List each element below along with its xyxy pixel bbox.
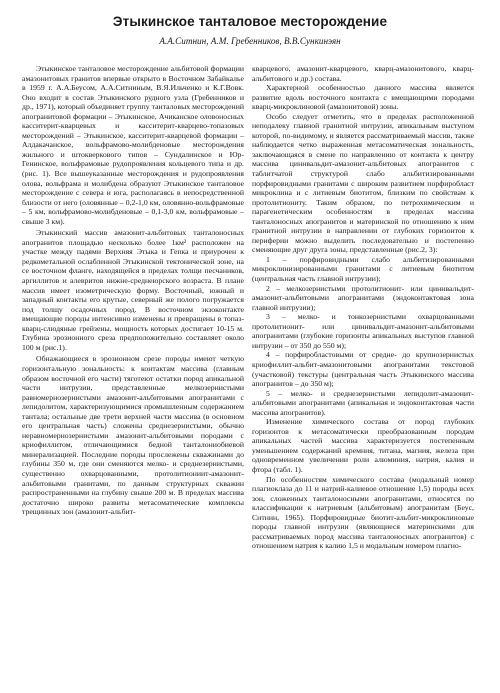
paragraph: Этыкинский массив амазонит-альбитовых танталоносных апогранитов площадью несколько более 1км² расположен на участке между падями Верхняя Этыка и Гепка и приурочен к редкометальной ослабленной Этыкинской тектонической зоне, на се восточном фланге, находящейся в пределах толщи песчаников, аргиллитов и алевритов нижне-среднеюрского возраста. В плане массив имеет изометрическую форму. Восточный, южный и западный контакты его крутые, северный же пологo погружается под толщу осадочных пород. В восточном экзоконтакте вмещающие породы интенсивно изменены и превращены в топаз-кварц-слюдяные грейзены, мощность которых достигает 10-15 м. Глубина эрозионного среза предположительно составляет около 100 м (рис.1). (22, 228, 244, 352)
paragraph: Обнажающиеся в эрозионном срезе породы имеют четкую горизонтальную зональность: к контактам массива (главным образом восточной его части) тяготеют остатки пород апикальной части интрузии, представленные мелкозернистыми равномернозернистыми амазонит-альбитовыми апогранитами с лепидолитом, характеризующимися промышленным содержанием тантала; остальные две трети верхней части массива (в основном его центральная часть) сложены среднезернистыми, обычно неравномернозернистыми амазонит-альбитовыми породами с криофиллитом, отличающимися бедной танталониобиевой минерализацией. Последние породы прослежены скважинами до глубины 350 м, где они сменяются мелко- и среднезернистыми, существенно охварцованными, протолитиониит-амазонит-альбитовыми гранитами, по данным структурных скважин распространенными на глубину свыше 200 м. В пределах массива достаточно широко развиты метасоматические комплексы трещинных зон (амазонит-альбит- (22, 354, 244, 517)
paragraph: Особо следует отметить, что в пределах расположенной неподалеку главной гранитной интрузии, апикальным выступом которой, по-видимому, и является рассматриваемый массив, также наблюдается четко выраженная метасоматическая зональность, заключающаяся в смене по направлению от контакта к центру массива циннвальдит-амазонит-альбитовых апогранитов с таблитчатой структурой слабо альбитизированными порфировидными гранитами с широким развитием порфиробласт микроклина и с литиевым биотитом, близким по свойствам к протолитиониту. Таким образом, по петрохимическим и парагенетическим особенностям в пределах массива танталоносных апогранитов и материнской по отношению к ним гранитной интрузии в направлении от глубоких горизонтов к периферии можно выделить последовательно и постепенно сменяющие друг друга зоны, представленные (рис.2, 3): (252, 111, 474, 255)
paragraph: Характерной особенностью данного массива является развитие вдоль восточного контакта с вмещающими породами кварц-микроклиновой (амазонитовой) зоны. (252, 83, 474, 112)
paragraph: По особенностям химического состава (модальный номер плагиоклаза до 11 и натрий-калиевое отношение 1,5) породы всех зон, сложенных танталоносными апогранитами, относятся по классификации к натриевым (альбитовым) апогранитам (Беус, Ситнин, 1965). Порфировидные биотит-альбит-микроклиновые породы главной интрузии (являющиеся материнскими для рассматриваемых пород массива танталоносных апогранитов) с отношением натрия к калию 1,5 и модальным номером плагио- (252, 474, 474, 551)
article-title: Этыкинское танталовое месторождение (112, 14, 388, 29)
article-authors: А.А.Ситнин, А.М. Гребенников, В.В.Сункинэян (159, 36, 341, 46)
paragraph: Этыкинское танталовое месторождение альбитовой формации амазонитовых гранитов впервые открыто в Восточном Забайкалье в 1959 г. А.А.Беусом, А.А.Ситниным, В.Я.Ильченко и К.Г.Вовк. Оно входит в состав Этыкинского рудного узла (Гребенников и др., 1971), который объединяет группу танталовых месторождений апогранитовой формации – Этыкинское, Ачиканское оловоносных касситерит-кварцевых и касситерит-кварцево-топазовых месторождений – Этыкинское, касситерит-кварцевой формации – Алдакачанское, вольфрамово-молибденовые месторождения жильного и штокверкового типов – Сундалинское и Юр-Генинское, вольфрамовые рудопроявления кольцевого типа и др. (рис. 1). Все вышеуказанные месторождения и рудопроявления олова, вольфрама и молибдена образуют Этыкинское танталовое месторождение с севера и юга, располагаясь в непосредственной близости от него (оловянные – 0,2-1,0 км, оловянно-вольфрамовые – 5 км, вольфрамово-молибденовые – 0,1-3,0 км, вольфрамовые – свыше 3 км). (22, 64, 244, 226)
left-column (22, 64, 244, 517)
list-item: 4 – порфиробластовыми от средне- до крупнозернистых криофиллит-альбит-амазонитовыми апогранитами текстовой (участковой) текстуры (центральная часть Этыкинского массива апогранитов – до 350 м); (252, 350, 474, 389)
list-item: 3 – мелко- и тонкозернистыми охварцованными протолитионит- или циннвальдит-амазонит-альбитовыми апогранитами (глубокие горизонты апикальных выступов главной интрузии – от 350 до 550 м); (252, 312, 474, 350)
paragraph: Изменение химического состава от пород глубоких горизонтов к метасоматически преобразованным породам апикальных частей массива характеризуется постепенным уменьшением содержаний кремния, титана, магния, железа при одновременном увеличении роли алюминия, натрия, калия и фтора (табл. 1). (252, 417, 474, 474)
right-column (252, 64, 474, 551)
list-item: 5 – мелко- и среднезернистыми лепидолит-амазонит-альбитовыми апогранитами (апикальная и эндоконтактовая части массива апогранитов). (252, 388, 474, 417)
paragraph: кварцевого, амазонит-кварцевого, кварц-амазонитового, кварц-альбитового и др.) состава. (252, 64, 474, 83)
list-item: 1 – порфировидными слабо альбитизированными микроклинизированными гранитами с литиевым биотитом (центральная часть главной интрузии); (252, 254, 474, 284)
list-item: 2 – мелкозернистыми протолитионит- или циннвальдит-амазонит-альбитовыми апогранитами (эндоконтактовая зона главной интрузии); (252, 283, 474, 312)
